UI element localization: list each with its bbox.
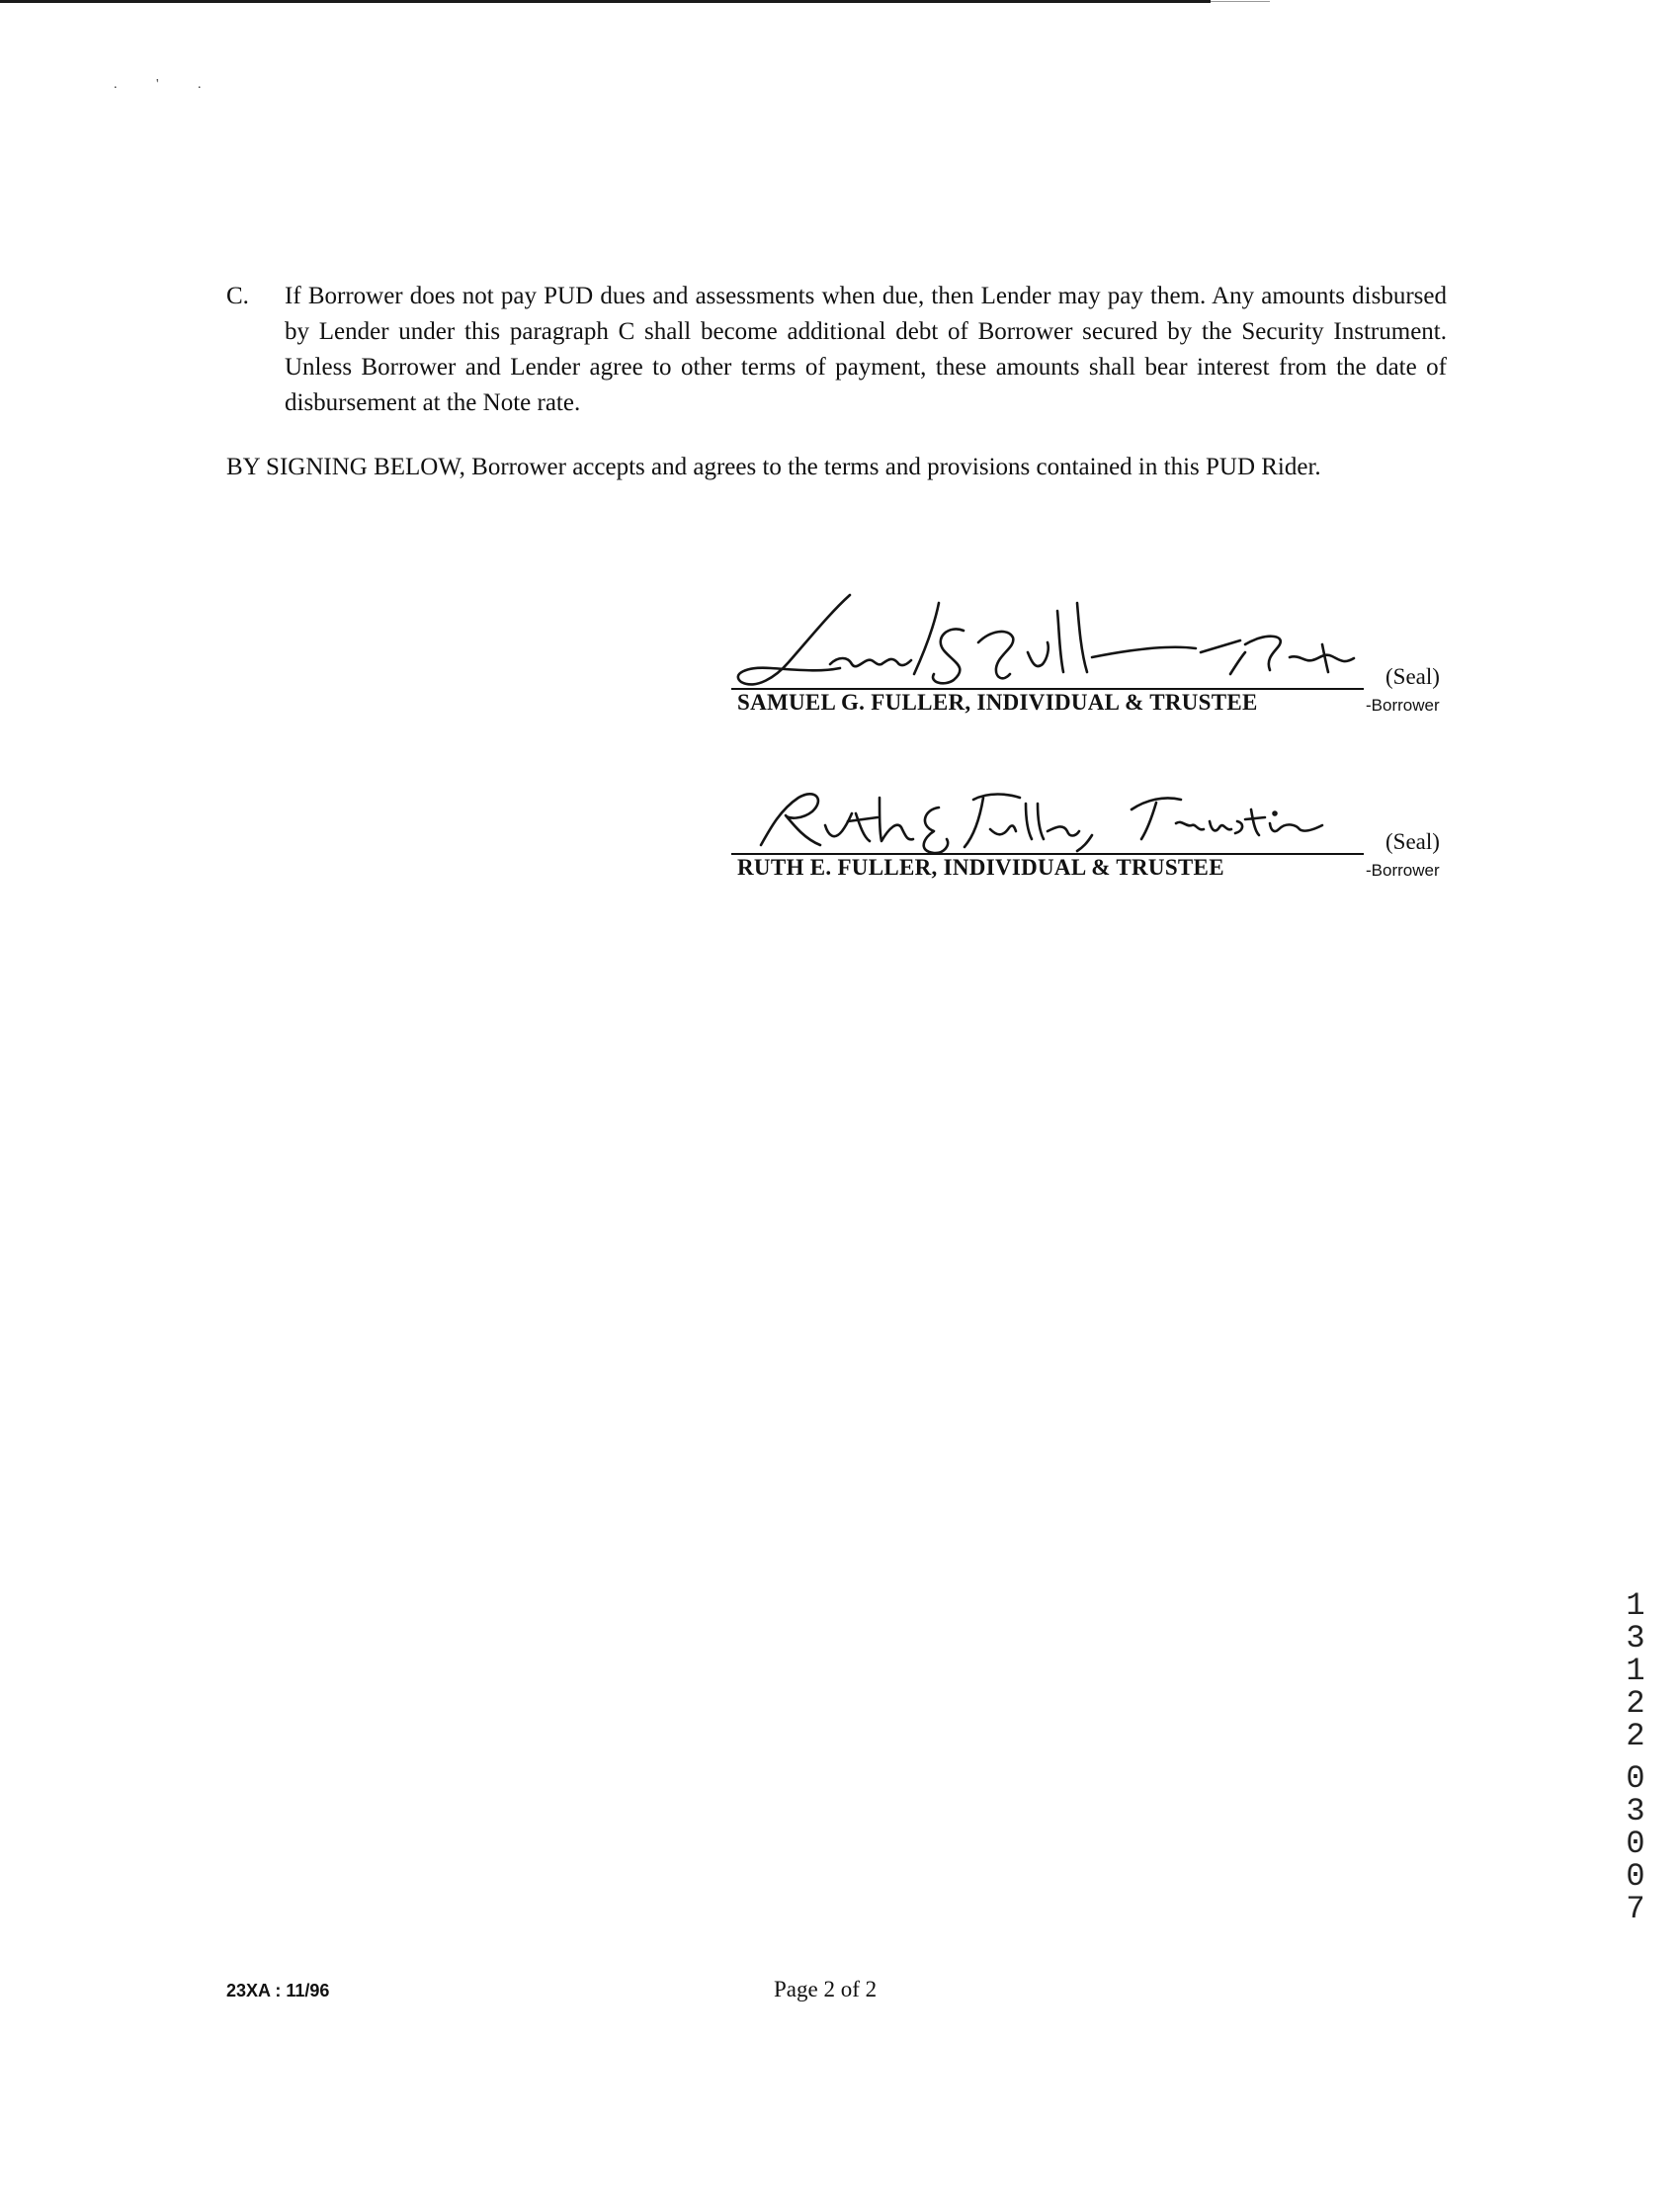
document-number-digit: 7 [1626, 1891, 1645, 1927]
document-number-digit: 0 [1626, 1760, 1645, 1797]
seal-label: (Seal) [1385, 829, 1440, 854]
document-number-digit: 1 [1626, 1653, 1645, 1689]
handwritten-signature-ruth [731, 748, 1364, 857]
signature-block-samuel [731, 640, 1448, 715]
document-number-digit: 0 [1626, 1826, 1645, 1862]
document-number-digit: 1 [1626, 1587, 1645, 1624]
signature-block-ruth [731, 806, 1448, 880]
signer-name: RUTH E. FULLER, INDIVIDUAL & TRUSTEE [737, 855, 1224, 880]
top-scan-rule [0, 0, 1211, 3]
document-number-digit: 2 [1626, 1685, 1645, 1722]
document-number-digit: 3 [1626, 1620, 1645, 1657]
scan-specks: . ' . [114, 77, 219, 92]
signer-role: -Borrower [1366, 861, 1440, 880]
document-number-digit: 0 [1626, 1858, 1645, 1895]
top-scan-rule-faint [1211, 1, 1270, 2]
document-number-digit: 3 [1626, 1793, 1645, 1829]
document-number-digit: 2 [1626, 1718, 1645, 1754]
page-number: Page 2 of 2 [774, 1977, 878, 2001]
signing-statement: BY SIGNING BELOW, Borrower accepts and agrees to the terms and provisions contained in this PUD Rider. [226, 454, 1321, 480]
paragraph-c-text: If Borrower does not pay PUD dues and assessments when due, then Lender may pay them. Any amounts disbursed by Lender under this paragraph C shall become additional debt of Borrower secured by the Security Instrument. Unless Borrower and Lender agree to other terms of payment, these amounts shall bear interest from the date of disbursement at the Note rate. [285, 283, 1447, 416]
signer-role: -Borrower [1366, 696, 1440, 715]
signer-name: SAMUEL G. FULLER, INDIVIDUAL & TRUSTEE [737, 690, 1258, 715]
document-number-vertical [1621, 1589, 1650, 1925]
paragraph-label: C. [226, 283, 249, 309]
form-code: 23XA : 11/96 [226, 1981, 330, 2000]
seal-label: (Seal) [1385, 664, 1440, 689]
handwritten-signature-samuel [731, 583, 1364, 692]
